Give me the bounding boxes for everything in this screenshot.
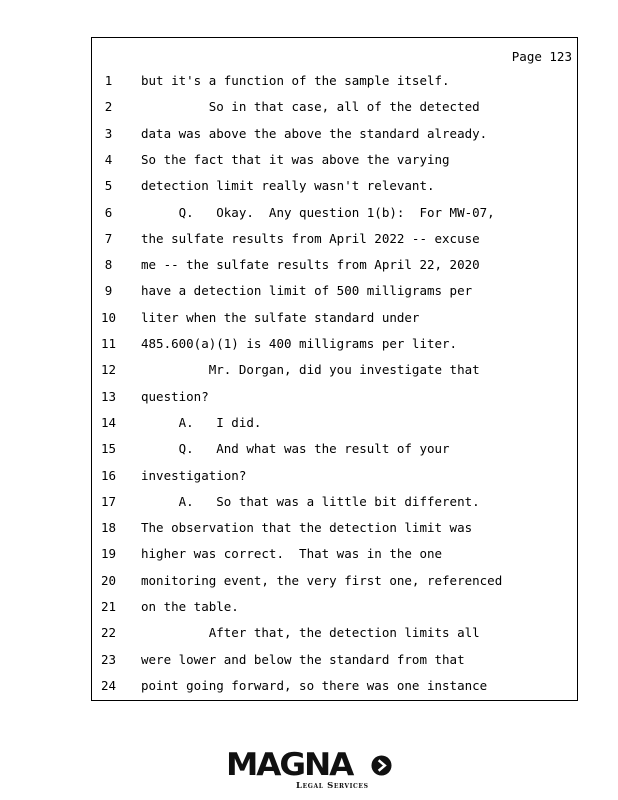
transcript-line — [92, 257, 577, 273]
line-number: 7 — [104, 230, 113, 246]
line-text: monitoring event, the very first one, referenced — [141, 572, 503, 588]
magna-logo — [226, 748, 396, 792]
line-text: After that, the detection limits all — [141, 625, 480, 641]
line-number: 13 — [100, 388, 117, 404]
transcript-line — [92, 152, 577, 168]
line-text: A. So that was a little bit different. — [141, 493, 480, 509]
line-text: liter when the sulfate standard under — [141, 309, 420, 325]
line-number: 24 — [100, 677, 117, 693]
transcript-line — [92, 546, 577, 562]
line-text: data was above the above the standard already. — [141, 125, 488, 141]
line-number: 16 — [100, 467, 117, 483]
logo-wordmark: MAGNA — [226, 747, 353, 783]
line-text: A. I did. — [141, 414, 262, 430]
line-text: higher was correct. That was in the one — [141, 546, 443, 562]
line-number: 23 — [100, 651, 117, 667]
line-text: question? — [141, 388, 209, 404]
line-number: 21 — [100, 599, 117, 614]
line-number: 18 — [100, 520, 117, 536]
line-text: point going forward, so there was one instance — [141, 677, 488, 693]
line-number: 9 — [104, 283, 113, 299]
line-text: were lower and below the standard from that — [141, 651, 465, 667]
transcript-line — [92, 652, 577, 668]
transcript-line — [92, 415, 577, 431]
line-text: Q. And what was the result of your — [141, 441, 450, 457]
transcript-line — [92, 73, 577, 89]
line-text: but it's a function of the sample itself. — [141, 73, 450, 88]
line-text: Q. Okay. Any question 1(b): For MW-07, — [141, 204, 495, 220]
line-number: 22 — [100, 625, 117, 641]
line-number: 4 — [104, 151, 113, 167]
line-text: the sulfate results from April 2022 -- excuse — [141, 230, 480, 246]
transcript-line — [92, 599, 577, 615]
line-number: 3 — [104, 125, 113, 141]
line-number: 6 — [104, 204, 113, 220]
line-text: The observation that the detection limit was — [141, 520, 473, 536]
transcript-line — [92, 283, 577, 299]
transcript-line — [92, 362, 577, 378]
line-number: 11 — [100, 336, 117, 351]
line-text: 485.600(a)(1) is 400 milligrams per liter. — [141, 336, 458, 351]
line-text: Mr. Dorgan, did you investigate that — [141, 362, 480, 378]
chevron-right-circle-icon — [371, 755, 392, 776]
line-text: on the table. — [141, 599, 239, 614]
transcript-line — [92, 441, 577, 457]
transcript-line — [92, 310, 577, 326]
line-text: me -- the sulfate results from April 22, 2020 — [141, 257, 480, 273]
line-text: So in that case, all of the detected — [141, 99, 480, 115]
line-text: So the fact that it was above the varying — [141, 151, 450, 167]
line-text: have a detection limit of 500 milligrams per — [141, 283, 473, 299]
line-number: 19 — [100, 546, 117, 562]
line-number: 15 — [100, 441, 117, 457]
line-number: 1 — [104, 73, 113, 88]
line-number: 5 — [104, 178, 113, 194]
line-number: 20 — [100, 572, 117, 588]
transcript-line — [92, 99, 577, 115]
transcript-line — [92, 573, 577, 589]
line-text: investigation? — [141, 467, 247, 483]
transcript-line — [92, 205, 577, 221]
transcript-line — [92, 468, 577, 484]
logo-tagline: Legal Services — [296, 781, 369, 791]
transcript-line — [92, 494, 577, 510]
page-number: Page 123 — [511, 49, 572, 64]
line-text: detection limit really wasn't relevant. — [141, 178, 435, 194]
transcript-line — [92, 520, 577, 536]
line-number: 2 — [104, 99, 113, 115]
transcript-line — [92, 231, 577, 247]
transcript-line — [92, 126, 577, 142]
transcript-page — [91, 37, 578, 701]
line-number: 14 — [100, 414, 117, 430]
line-number: 8 — [104, 257, 113, 273]
transcript-line — [92, 389, 577, 405]
transcript-line — [92, 178, 577, 194]
line-number: 10 — [100, 309, 117, 325]
transcript-line — [92, 625, 577, 641]
transcript-line — [92, 678, 577, 694]
line-number: 17 — [100, 493, 117, 509]
transcript-line — [92, 336, 577, 352]
line-number: 12 — [100, 362, 117, 378]
